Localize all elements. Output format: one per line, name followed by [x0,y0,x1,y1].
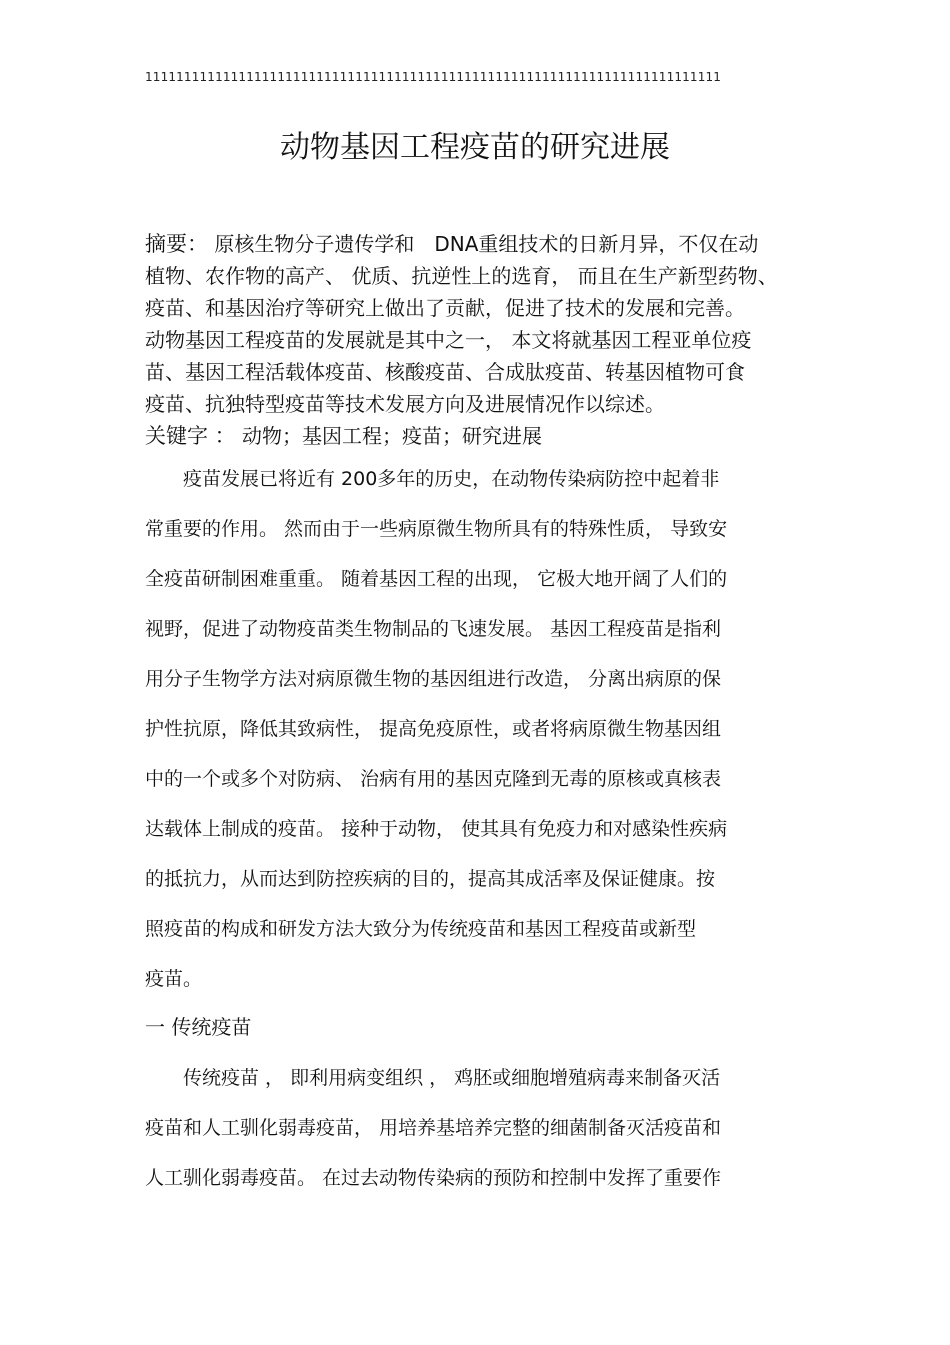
paragraph-line: 传统疫苗 ， 即利用病变组织 ， 鸡胚或细胞增殖病毒来制备灭活 [145,1067,721,1089]
document-title: 动物基因工程疫苗的研究进展 [280,130,670,165]
keywords-text: 动物；基因工程；疫苗；研究进展 [242,424,543,448]
abstract-line: 疫苗、和基因治疗等研究上做出了贡献，促进了技术的发展和完善。 [145,296,745,320]
paragraph-line: 达载体上制成的疫苗。 接种于动物， 使其具有免疫力和对感染性疾病 [145,818,728,840]
abstract-label: 摘要： [145,232,208,256]
abstract-line: 植物、农作物的高产、 优质、抗逆性上的选育， 而且在生产新型药物、 [145,264,778,288]
paragraph-line: 视野，促进了动物疫苗类生物制品的飞速发展。 基因工程疫苗是指利 [145,618,722,640]
paragraph-line: 疫苗。 [145,968,203,990]
paragraph-line: 的抵抗力，从而达到防控疾病的目的，提高其成活率及保证健康。按 [145,868,716,890]
header-placeholder-text: 11111111111111111111111111111111111111111111111111111111111111111111111111 [145,70,722,84]
keywords-label: 关键字 ： [145,424,236,448]
paragraph-line: 护性抗原，降低其致病性， 提高免疫原性，或者将病原微生物基因组 [145,718,722,740]
abstract [145,228,805,420]
paragraph-line: 照疫苗的构成和研发方法大致分为传统疫苗和基因工程疫苗或新型 [145,918,697,940]
abstract-text: 原核生物分子遗传学和 DNA重组技术的日新月异，不仅在动 [214,232,759,256]
paragraph-line: 用分子生物学方法对病原微生物的基因组进行改造， 分离出病原的保 [145,668,722,690]
abstract-line: 疫苗、抗独特型疫苗等技术发展方向及进展情况作以综述。 [145,392,665,416]
abstract-line [145,228,805,260]
paragraph-line: 疫苗发展已将近有 200多年的历史，在动物传染病防控中起着非 [145,468,720,490]
paragraph-line: 常重要的作用。 然而由于一些病原微生物所具有的特殊性质， 导致安 [145,518,728,540]
paragraph-line: 人工驯化弱毒疫苗。 在过去动物传染病的预防和控制中发挥了重要作 [145,1167,722,1189]
abstract-line: 动物基因工程疫苗的发展就是其中之一， 本文将就基因工程亚单位疫 [145,328,752,352]
section-paragraph [145,1053,810,1203]
paragraph-line: 全疫苗研制困难重重。 随着基因工程的出现， 它极大地开阔了人们的 [145,568,728,590]
section-heading: 一 传统疫苗 [145,1015,252,1039]
intro-paragraph [145,454,810,1004]
keywords [145,420,805,452]
paragraph-line: 中的一个或多个对防病、 治病有用的基因克隆到无毒的原核或真核表 [145,768,722,790]
paragraph-line: 疫苗和人工驯化弱毒疫苗， 用培养基培养完整的细菌制备灭活疫苗和 [145,1117,722,1139]
abstract-line: 苗、基因工程活载体疫苗、核酸疫苗、合成肽疫苗、转基因植物可食 [145,360,745,384]
